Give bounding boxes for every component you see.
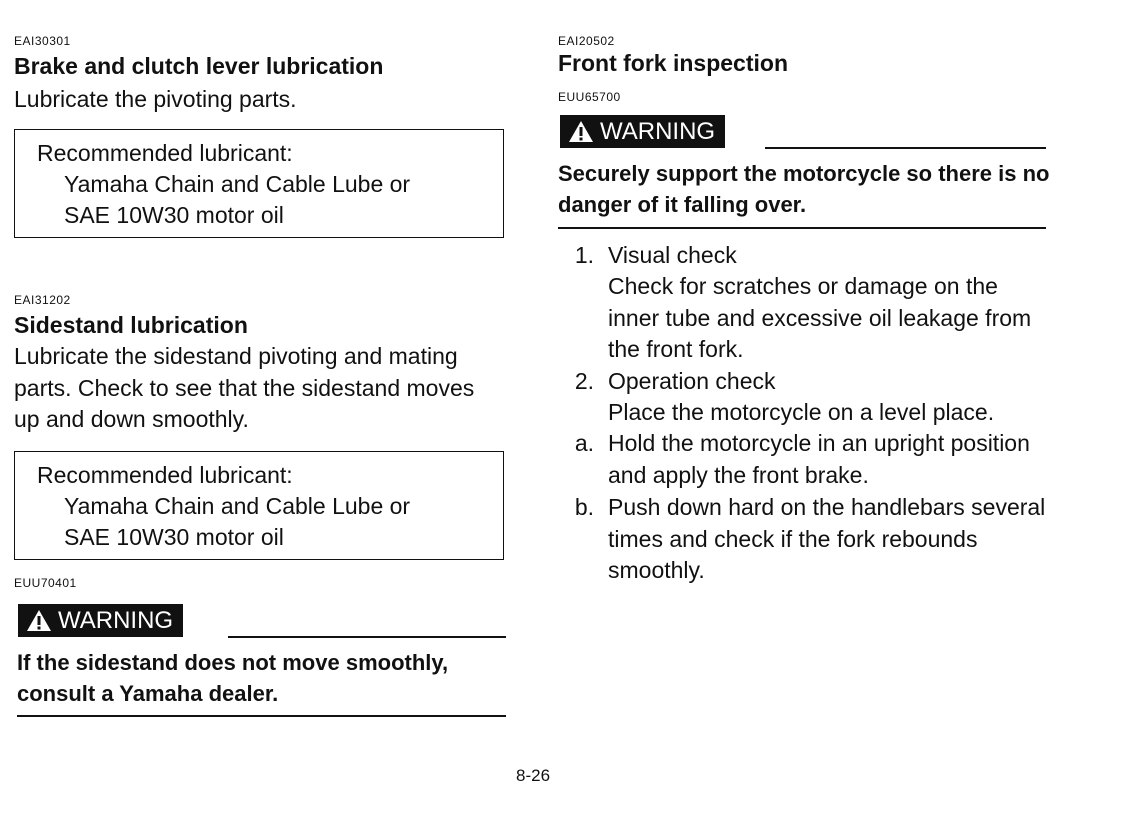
lubricant-value: SAE 10W30 motor oil — [64, 524, 284, 550]
warning-rule — [17, 715, 506, 717]
warning-triangle-icon — [26, 609, 52, 632]
section-title: Front fork inspection — [558, 50, 788, 76]
warning-text: Securely support the motorcycle so there is no danger of it falling over. — [558, 161, 1050, 217]
lubricant-box — [14, 129, 504, 238]
list-marker: 2. — [574, 368, 594, 394]
section-code: EAI20502 — [558, 34, 615, 48]
list-text: Visual check — [608, 242, 737, 268]
list-text: Hold the motorcycle in an upright position and apply the front brake. — [608, 430, 1030, 488]
warning-rule — [228, 636, 506, 638]
lubricant-value: Yamaha Chain and Cable Lube or — [64, 493, 411, 519]
section-title: Brake and clutch lever lubrication — [14, 53, 384, 79]
section-title: Sidestand lubrication — [14, 312, 248, 338]
list-marker: a. — [574, 430, 594, 456]
warning-label — [560, 115, 725, 148]
lubricant-value: Yamaha Chain and Cable Lube or — [64, 171, 411, 197]
lubricant-label: Recommended lubricant: — [37, 140, 293, 166]
section-code: EAI31202 — [14, 293, 71, 307]
section-code: EUU65700 — [558, 90, 621, 104]
warning-triangle-icon — [568, 120, 594, 143]
list-marker: b. — [574, 494, 594, 520]
lubricant-box — [14, 451, 504, 560]
lubricant-value: SAE 10W30 motor oil — [64, 202, 284, 228]
list-text: Operation check — [608, 368, 776, 394]
list-text: Push down hard on the handlebars several times and check if the fork rebounds smoothly. — [608, 494, 1046, 583]
warning-rule — [558, 227, 1046, 229]
section-text: Lubricate the pivoting parts. — [14, 86, 297, 112]
section-code: EUU70401 — [14, 576, 77, 590]
warning-rule — [765, 147, 1046, 149]
list-text: Check for scratches or damage on the inner tube and excessive oil leakage from the front fork. — [608, 273, 1032, 362]
section-code: EAI30301 — [14, 34, 71, 48]
list-text: Place the motorcycle on a level place. — [608, 399, 995, 425]
warning-text-label: WARNING — [600, 117, 716, 145]
warning-text: If the sidestand does not move smoothly, consult a Yamaha dealer. — [17, 650, 449, 706]
list-marker: 1. — [574, 242, 594, 268]
lubricant-label: Recommended lubricant: — [37, 462, 293, 488]
warning-label — [18, 604, 183, 637]
section-text: Lubricate the sidestand pivoting and mating parts. Check to see that the sidestand moves up and down smoothly. — [14, 343, 475, 432]
page-number: 8-26 — [516, 766, 551, 785]
warning-text-label: WARNING — [58, 606, 174, 634]
